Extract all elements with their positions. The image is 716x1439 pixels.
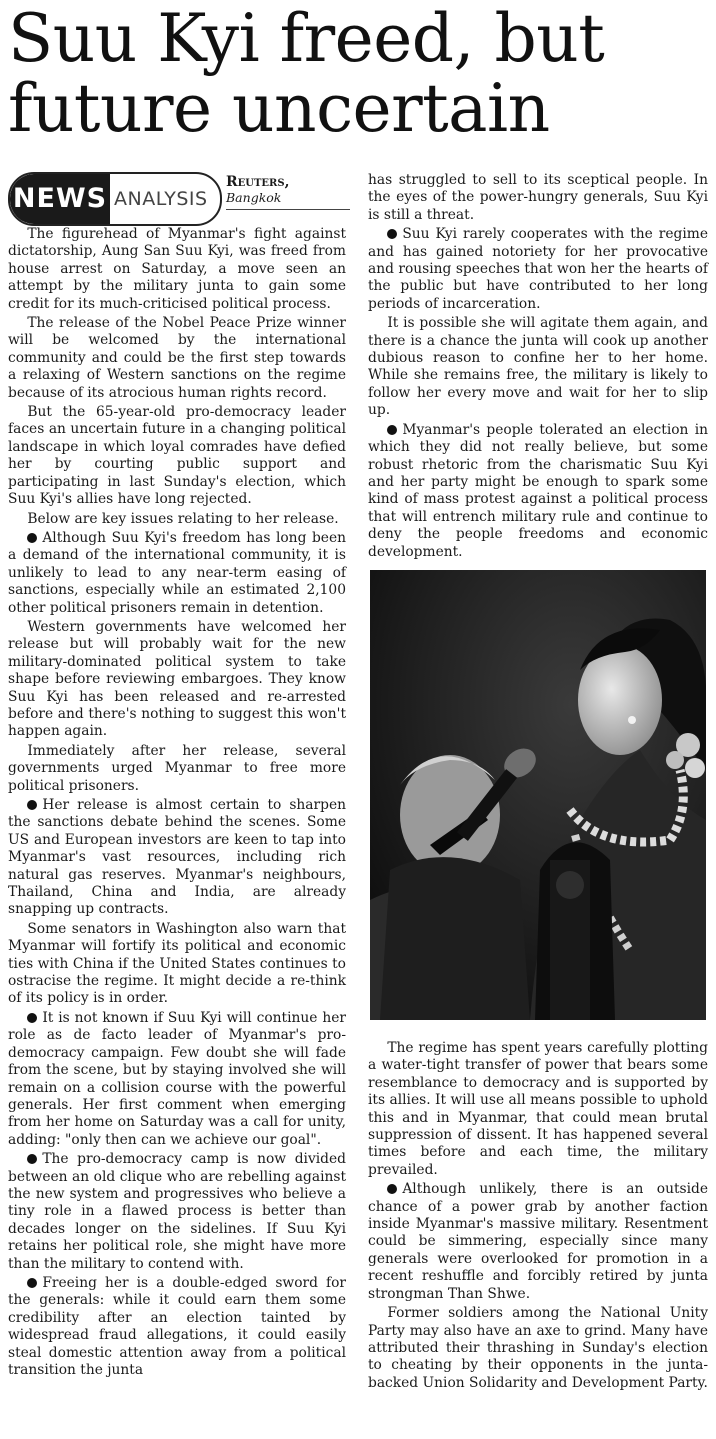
bullet-paragraph <box>368 422 708 561</box>
news-photo <box>370 570 706 1020</box>
article-column-2-bottom <box>368 1040 708 1394</box>
paragraph-text: Although unlikely, there is an outside chance of a power grab by another faction inside Myanmar's massive military. Resentment could be simmering, especially since many generals were overlooked for promotion in a recent reshuffle and forcibly retired by junta strongman Than Shwe. <box>368 1181 708 1302</box>
paragraph: It is possible she will agitate them again, and there is a chance the junta will cook up another dubious reason to confine her to her home. While she remains free, the military is likely to follow her every move and wait for her to slip up. <box>368 315 708 419</box>
bullet-icon <box>387 1184 397 1194</box>
bullet-icon <box>387 425 397 435</box>
paragraph: Below are key issues relating to her release. <box>27 510 339 527</box>
bullet-icon <box>27 1278 37 1288</box>
byline <box>226 174 350 210</box>
bullet-paragraph <box>8 1010 346 1149</box>
bullet-paragraph <box>8 1151 346 1273</box>
bullet-paragraph <box>8 797 346 919</box>
logo-news-text: NEWS <box>10 174 110 224</box>
paragraph: Former soldiers among the National Unity Party may also have an axe to grind. Many have attributed their thrashing in Sunday's election to cheating by their opponents in the junta-backed Union Solidarity and Development Party. <box>368 1305 708 1391</box>
byline-city: Bangkok <box>226 190 282 205</box>
bullet-icon <box>27 1013 37 1023</box>
article-column-2 <box>368 172 708 563</box>
news-analysis-logo <box>8 172 346 226</box>
paragraph-text: It is not known if Suu Kyi will continue her role as de facto leader of Myanmar's pro-democracy campaign. Few doubt she will fade from the scene, but by staying involved she will remain on a collision course with the powerful generals. Her first comment when emerging from her home on Saturday was a call for unity, adding: "only then can we achieve our goal". <box>8 1009 346 1148</box>
paragraph-text: Her release is almost certain to sharpen the sanctions debate behind the scenes. Some US and European investors are keen to tap into Myanmar's vast resources, including rich natural gas reserves. Myanmar's neighbours, Thailand, China and India, are already snapping up contracts. <box>8 797 346 918</box>
bullet-icon <box>387 229 397 239</box>
bullet-icon <box>27 533 37 543</box>
bullet-icon <box>27 800 37 810</box>
paragraph-text: Although Suu Kyi's freedom has long been a demand of the international community, it is unlikely to lead to any near-term easing of sanctions, especially while an estimated 2,100 other political prisoners remain in detention. <box>8 529 346 616</box>
paragraph-text: Freeing her is a double-edged sword for the generals: while it could earn them some credibility after an election tainted by widespread fraud allegations, it could easily steal domestic attention away from a political transition the junta <box>8 1274 346 1378</box>
article-column-1 <box>8 172 346 1381</box>
paragraph-text: Myanmar's people tolerated an election in which they did not really believe, but some robust rhetoric from the charismatic Suu Kyi and her party might be enough to spark some kind of mass protest against a political process that will entrench military rule and continue to deny the people freedoms and economic development. <box>368 421 708 560</box>
logo-analysis-text: ANALYSIS <box>114 188 208 210</box>
paragraph: The regime has spent years carefully plotting a water-tight transfer of power that bears some resemblance to democracy and is supported by its allies. It will use all means possible to uphold this and in Myanmar, that could mean brutal suppression of dissent. It has happened several times before and each time, the military prevailed. <box>368 1040 708 1178</box>
bullet-paragraph <box>368 226 708 313</box>
byline-agency: Reuters, <box>226 174 290 190</box>
photo-illustration <box>370 570 706 1020</box>
bullet-icon <box>27 1154 37 1164</box>
paragraph: But the 65-year-old pro-democracy leader faces an uncertain future in a changing political landscape in which loyal comrades have defied her by courting public support and participating in last Sunday's election, which Suu Kyi's allies have long rejected. <box>8 404 346 508</box>
logo-box <box>8 172 222 226</box>
paragraph-text: The pro-democracy camp is now divided between an old clique who are rebelling against the new system and progressives who believe a tiny role in a flawed process is better than decades longer on the sidelines. If Suu Kyi retains her political role, she might have more than the military to contend with. <box>8 1151 346 1272</box>
headline: Suu Kyi freed, but future uncertain <box>8 0 605 147</box>
paragraph: Western governments have welcomed her release but will probably wait for the new military-dominated political system to take shape before reviewing embargoes. They know Suu Kyi has been released and re-arrested before and there's nothing to suggest this won't happen again. <box>8 618 346 740</box>
paragraph-text: Suu Kyi rarely cooperates with the regime and has gained notoriety for her provocative and rousing speeches that won her the hearts of the public but have contributed to her long periods of incarceration. <box>368 226 708 312</box>
bullet-paragraph <box>8 530 346 617</box>
paragraph: The release of the Nobel Peace Prize winner will be welcomed by the international community and could be the first step towards a relaxing of Western sanctions on the regime because of its atrocious human rights record. <box>8 315 346 401</box>
bullet-paragraph <box>8 1275 346 1379</box>
bullet-paragraph <box>368 1181 708 1303</box>
paragraph: The figurehead of Myanmar's fight against dictatorship, Aung San Suu Kyi, was freed from house arrest on Saturday, a move seen an attempt by the military junta to gain some credit for its much-criticised political process. <box>8 226 346 312</box>
paragraph: Immediately after her release, several governments urged Myanmar to free more political prisoners. <box>8 742 346 794</box>
paragraph: Some senators in Washington also warn that Myanmar will fortify its political and economic ties with China if the United States continues to ostracise the regime. It might decide a re-think of its policy is in order. <box>8 920 346 1007</box>
paragraph: has struggled to sell to its sceptical people. In the eyes of the power-hungry generals, Suu Kyi is still a threat. <box>368 172 708 223</box>
